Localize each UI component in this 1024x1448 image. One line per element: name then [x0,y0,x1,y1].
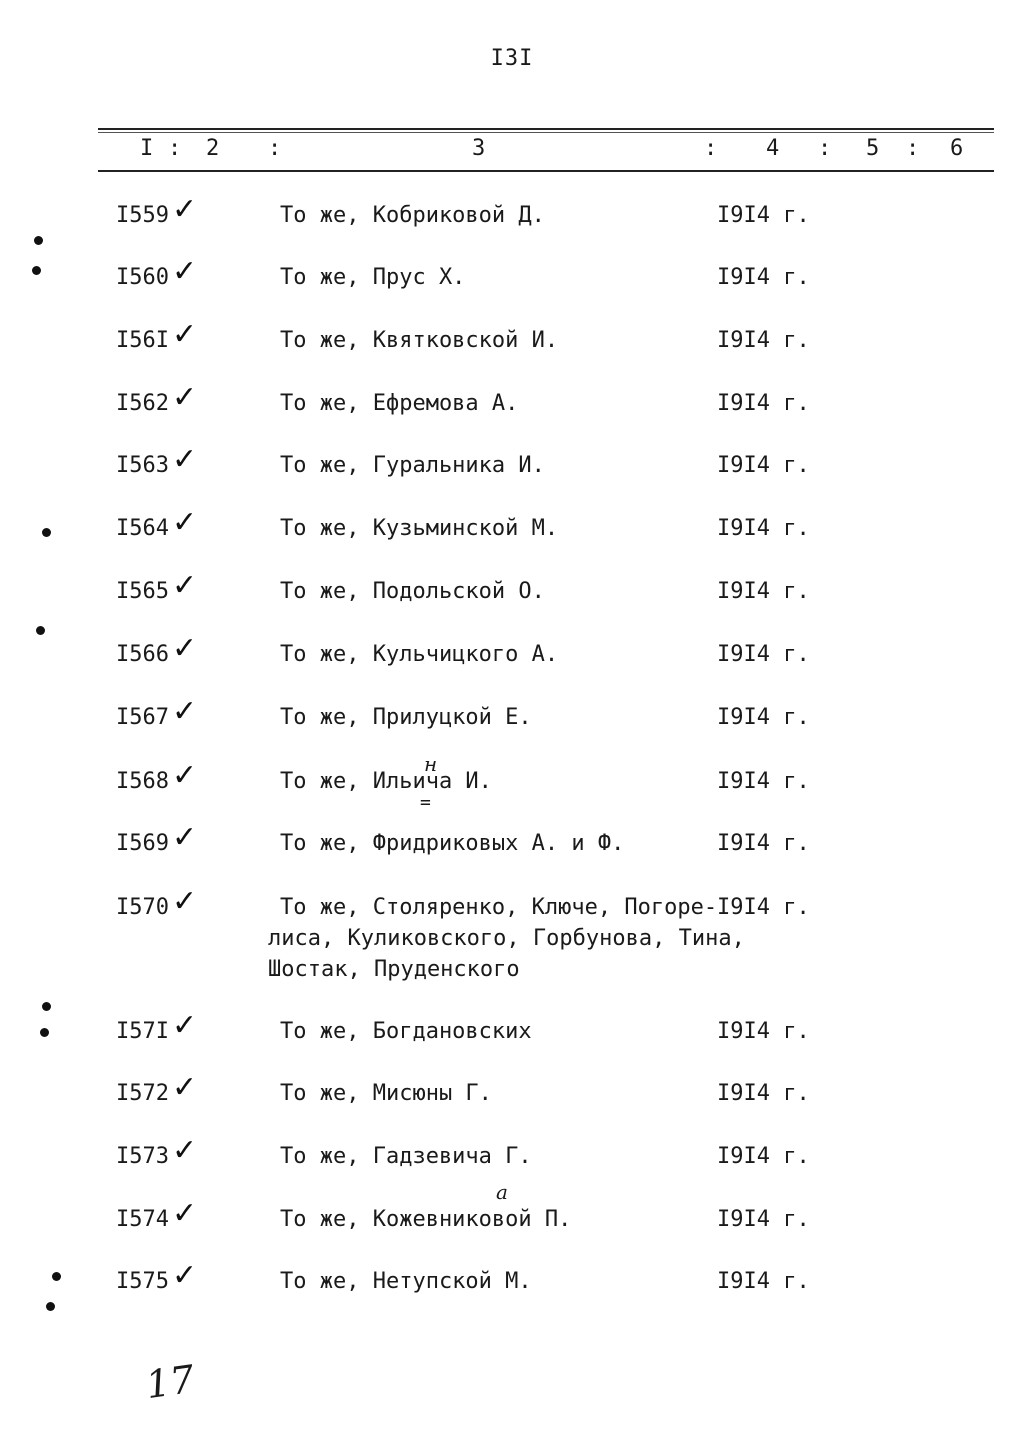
checkmark-icon: ✓ [172,1258,198,1293]
item-year: I9I4 г. [717,1144,810,1169]
header-col-4: 4 [766,136,780,161]
punch-hole-mark [32,266,41,275]
item-description: То же, Богдановских [280,1019,532,1044]
item-year: I9I4 г. [717,453,810,478]
item-year: I9I4 г. [717,579,810,604]
punch-hole-mark [42,528,51,537]
item-year: I9I4 г. [717,265,810,290]
item-number: I567 [116,705,169,730]
handwritten-correction-a: а [496,1180,508,1204]
page-number: I3I [490,46,534,71]
item-year: I9I4 г. [717,203,810,228]
punch-hole-mark [36,626,45,635]
item-description: То же, Кузьминской М. [280,516,559,541]
item-description: То же, Квятковской И. [280,328,559,353]
checkmark-icon: ✓ [172,694,198,729]
item-description: То же, Ильича И. [280,769,492,794]
item-description: То же, Мисюны Г. [280,1081,492,1106]
item-number: I569 [116,831,169,856]
checkmark-icon: ✓ [172,1196,198,1231]
item-number: I574 [116,1207,169,1232]
header-sep-5: : [906,136,920,161]
item-description: То же, Прус Х. [280,265,466,290]
checkmark-icon: ✓ [172,192,198,227]
item-year: I9I4 г. [717,328,810,353]
header-col-5: 5 [866,136,880,161]
header-col-6: 6 [950,136,964,161]
punch-hole-mark [42,1002,51,1011]
handwritten-sheet-number: 17 [143,1356,198,1408]
item-number: I560 [116,265,169,290]
item-description: То же, Гуральника И. [280,453,545,478]
checkmark-icon: ✓ [172,820,198,855]
table-top-rule-inner [98,132,994,133]
punch-hole-mark [46,1302,55,1311]
item-number: I568 [116,769,169,794]
header-sep-2: : [268,136,282,161]
table-header [0,136,1024,166]
item-number: I572 [116,1081,169,1106]
item-description-line-3: Шостак, Пруденского [268,957,520,982]
checkmark-icon: ✓ [172,505,198,540]
item-description [268,892,745,985]
checkmark-icon: ✓ [172,568,198,603]
header-sep-3: : [704,136,718,161]
item-year: I9I4 г. [717,1019,810,1044]
item-number: I564 [116,516,169,541]
checkmark-icon: ✓ [172,317,198,352]
punch-hole-mark [34,236,43,245]
header-sep-1: : [168,136,182,161]
item-description: То же, Подольской О. [280,579,545,604]
item-description-line-2: лиса, Куликовского, Горбунова, Тина, [268,926,745,951]
checkmark-icon: ✓ [172,442,198,477]
item-year: I9I4 г. [717,516,810,541]
header-col-3: 3 [472,136,486,161]
item-description: То же, Нетупской М. [280,1269,532,1294]
checkmark-icon: ✓ [172,380,198,415]
punch-hole-mark [40,1028,49,1037]
item-number: I559 [116,203,169,228]
item-year: I9I4 г. [717,642,810,667]
checkmark-icon: ✓ [172,884,198,919]
handwritten-underline-mark: = [420,792,431,813]
header-sep-4: : [818,136,832,161]
item-number: I57I [116,1019,169,1044]
checkmark-icon: ✓ [172,1070,198,1105]
item-year: I9I4 г. [717,1207,810,1232]
item-number: I565 [116,579,169,604]
item-description: То же, Кожевниковой П. [280,1207,572,1232]
punch-hole-mark [52,1272,61,1281]
item-year: I9I4 г. [717,705,810,730]
item-description: То же, Кобриковой Д. [280,203,545,228]
item-year: I9I4 г. [717,895,810,920]
item-number: I566 [116,642,169,667]
item-number: I562 [116,391,169,416]
checkmark-icon: ✓ [172,758,198,793]
item-year: I9I4 г. [717,1269,810,1294]
header-col-1: I [140,136,154,161]
item-number: I56I [116,328,169,353]
item-year: I9I4 г. [717,769,810,794]
item-number: I573 [116,1144,169,1169]
item-description: То же, Кульчицкого А. [280,642,559,667]
header-col-2: 2 [206,136,220,161]
item-number: I563 [116,453,169,478]
item-description: То же, Ефремова А. [280,391,519,416]
item-description: То же, Фридриковых А. и Ф. [280,831,625,856]
checkmark-icon: ✓ [172,254,198,289]
handwritten-correction-n: н [424,752,438,776]
table-header-rule [98,170,994,172]
checkmark-icon: ✓ [172,1008,198,1043]
item-description: То же, Гадзевича Г. [280,1144,532,1169]
item-description: То же, Прилуцкой Е. [280,705,532,730]
item-year: I9I4 г. [717,1081,810,1106]
item-year: I9I4 г. [717,831,810,856]
item-number: I575 [116,1269,169,1294]
item-number: I570 [116,895,169,920]
table-top-rule [98,128,994,130]
checkmark-icon: ✓ [172,631,198,666]
item-year: I9I4 г. [717,391,810,416]
checkmark-icon: ✓ [172,1133,198,1168]
item-description-line-1: То же, Столяренко, Ключе, Погоре- [280,895,718,920]
